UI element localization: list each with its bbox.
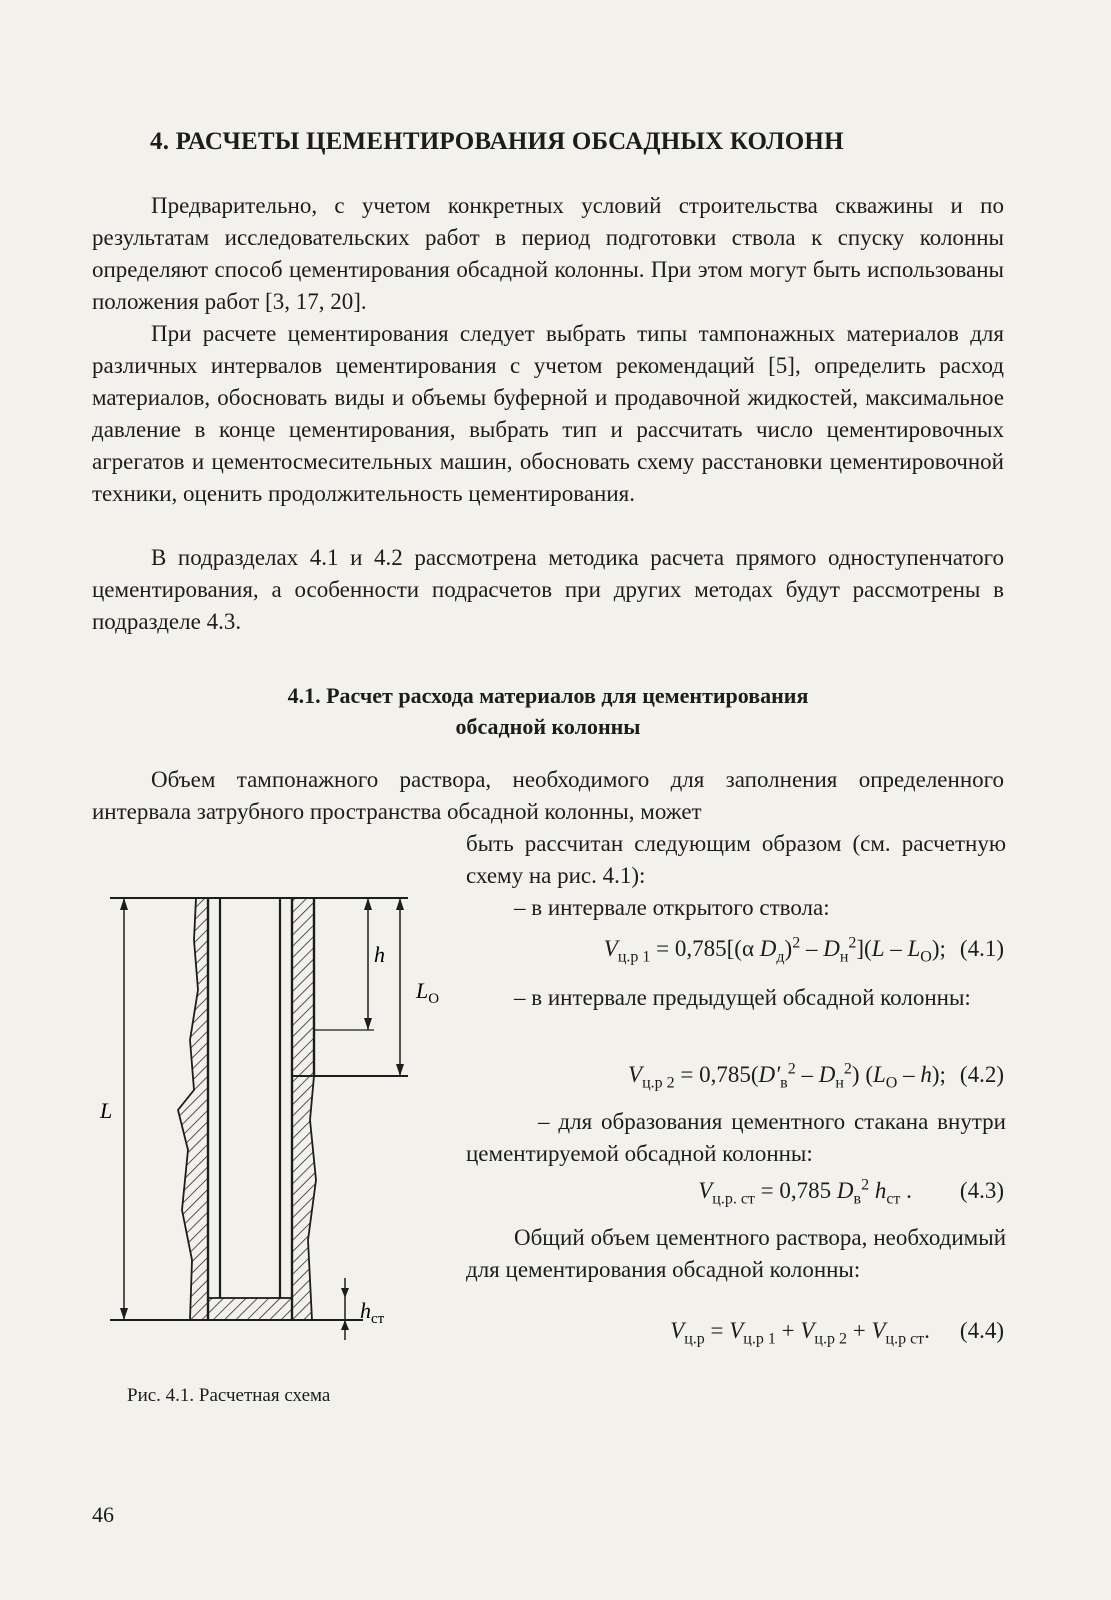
item-cement-cup: – для образования цементного стакана внутри цементируемой обсадной колонны: xyxy=(466,1109,1006,1166)
paragraph-3: В подразделах 4.1 и 4.2 рассмотрена методика расчета прямого одноступенчатого цементирования, а особенности подрасчетов при других методах будут рассмотрены в подразделе 4.3. xyxy=(92,545,1004,634)
equation-4-3-formula: $V_{ц.р. ст} = 0,785$ $D_в^2$ $h_{ст}$ . xyxy=(698,1176,912,1208)
calculation-scheme-figure xyxy=(98,880,440,1370)
paragraph-1: Предварительно, с учетом конкретных условий строительства скважины и по результатам исследовательских работ в период подготовки ствола к спуску колонны определяют способ цементирования обсадной колонны. При этом могут быть использованы положения работ [3, 17, 20]. xyxy=(92,193,1004,314)
paragraph-2: При расчете цементирования следует выбрать типы тампонажных материалов для различных интервалов цементирования с учетом рекомендаций [5], определить расход материалов, обосновать виды и объемы буферной и продавочной жидкостей, максимальное давление в конце цементирования, выбрать тип и рассчитать число цементировочных агрегатов и цементосмесительных машин, обосновать схему расстановки цементировочной техники, оценить продолжительность цементирования. xyxy=(92,321,1004,506)
label-Lo: $L_O$ xyxy=(416,978,440,1007)
intro-continued: быть рассчитан следующим образом (см. расчетную схему на рис. 4.1): xyxy=(466,831,1006,888)
equation-4-1 xyxy=(604,934,1004,966)
right-cement-lower xyxy=(292,1076,316,1320)
figure-caption: Рис. 4.1. Расчетная схема xyxy=(127,1385,331,1406)
equation-4-1-number: (4.1) xyxy=(959,935,1004,961)
label-h: h xyxy=(374,942,385,967)
section-title xyxy=(92,680,1004,742)
chapter-title: 4. РАСЧЕТЫ ЦЕМЕНТИРОВАНИЯ ОБСАДНЫХ КОЛОНН xyxy=(150,128,844,155)
equation-4-1-formula: $V_{ц.р 1} = 0,785[(\alpha$ $D_д)^2 - D_н^2](L - L_O)$; xyxy=(603,934,946,966)
section-title-line-1: 4.1. Расчет расхода материалов для цементирования xyxy=(287,683,809,708)
page-number: 46 xyxy=(92,1502,114,1527)
right-cement-upper xyxy=(292,898,314,1076)
equation-4-2 xyxy=(628,1060,1004,1092)
equation-4-4-formula: $V_{ц.р} = V_{ц.р 1} + V_{ц.р 2} + V_{ц.р ст}$. xyxy=(670,1318,930,1348)
label-hst: $h_{ст}$ xyxy=(360,1298,385,1327)
item-total: Общий объем цементного раствора, необходимый для цементирования обсадной колонны: xyxy=(466,1225,1006,1282)
equation-4-4-number: (4.4) xyxy=(959,1318,1004,1343)
item-open-hole: – в интервале открытого ствола: xyxy=(514,895,830,920)
equation-4-2-number: (4.2) xyxy=(959,1061,1004,1087)
equation-4-4 xyxy=(670,1318,1004,1349)
section-title-line-2: обсадной колонны xyxy=(455,714,641,739)
equation-4-2-formula: $V_{ц.р 2} = 0,785(D'_в^2 - D_н^2)$ $(L_O - h)$; xyxy=(628,1060,946,1092)
label-L: L xyxy=(100,1098,113,1123)
left-cement-annulus xyxy=(176,898,208,1320)
equation-4-3 xyxy=(698,1176,1004,1208)
item-previous-casing: – в интервале предыдущей обсадной колонны: xyxy=(514,985,971,1010)
cement-cup xyxy=(208,1298,292,1320)
intro-paragraph: Объем тампонажного раствора, необходимого для заполнения определенного интервала затрубного пространства обсадной колонны, может xyxy=(92,767,1004,824)
equation-4-3-number: (4.3) xyxy=(959,1177,1004,1203)
